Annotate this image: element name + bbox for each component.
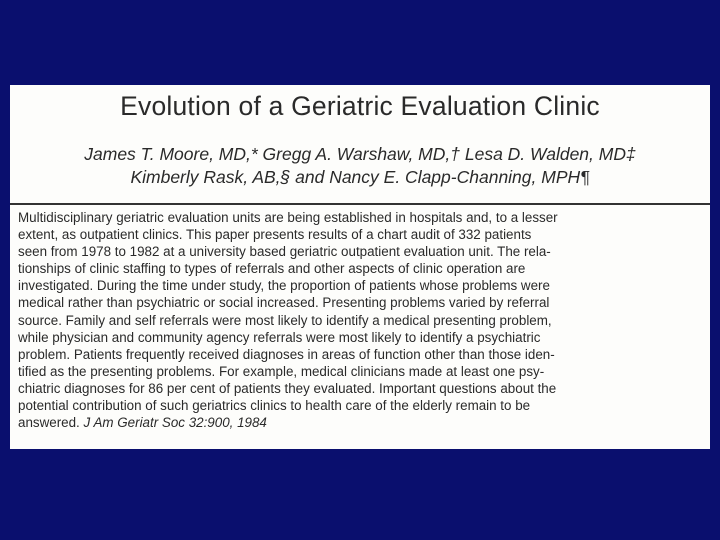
author-line-2: Kimberly Rask, AB,§ and Nancy E. Clapp-Channing, MPH¶ — [130, 167, 590, 187]
abstract-last-words: answered. — [18, 415, 80, 431]
abstract-line: source. Family and self referrals were most likely to identify a medical presenting problem, — [18, 312, 552, 328]
abstract-line: Multidisciplinary geriatric evaluation units are being established in hospitals and, to a lesser — [18, 210, 558, 225]
abstract-line: extent, as outpatient clinics. This paper presents results of a chart audit of 332 patients — [18, 227, 532, 243]
abstract-line: seen from 1978 to 1982 at a university based geriatric outpatient evaluation unit. The rela- — [18, 244, 551, 260]
abstract-line: while physician and community agency referrals were most likely to identify a psychiatric — [18, 329, 541, 345]
abstract-line: tionships of clinic staffing to types of referrals and other aspects of clinic operation are — [18, 261, 526, 277]
abstract-text — [18, 209, 706, 431]
abstract-line: chiatric diagnoses for 86 per cent of patients they evaluated. Important questions about the — [18, 380, 557, 396]
author-list — [10, 143, 710, 189]
abstract-last-line — [18, 414, 706, 431]
abstract-line: medical rather than psychiatric or social increased. Presenting problems varied by referral — [18, 295, 550, 311]
abstract-line: tified as the presenting problems. For example, medical clinicians made at least one psy- — [18, 363, 545, 379]
paper-excerpt — [10, 85, 710, 449]
abstract-line: investigated. During the time under study, the proportion of patients whose problems were — [18, 278, 550, 294]
abstract-line: problem. Patients frequently received diagnoses in areas of function other than those iden- — [18, 346, 555, 362]
abstract-line: potential contribution of such geriatrics clinics to health care of the elderly remain to be — [18, 398, 531, 414]
divider-rule — [10, 203, 710, 205]
paper-title: Evolution of a Geriatric Evaluation Clinic — [120, 91, 600, 121]
journal-citation: J Am Geriatr Soc 32:900, 1984 — [83, 415, 267, 431]
author-line-1: James T. Moore, MD,* Gregg A. Warshaw, MD,† Lesa D. Walden, MD‡ — [84, 144, 636, 164]
